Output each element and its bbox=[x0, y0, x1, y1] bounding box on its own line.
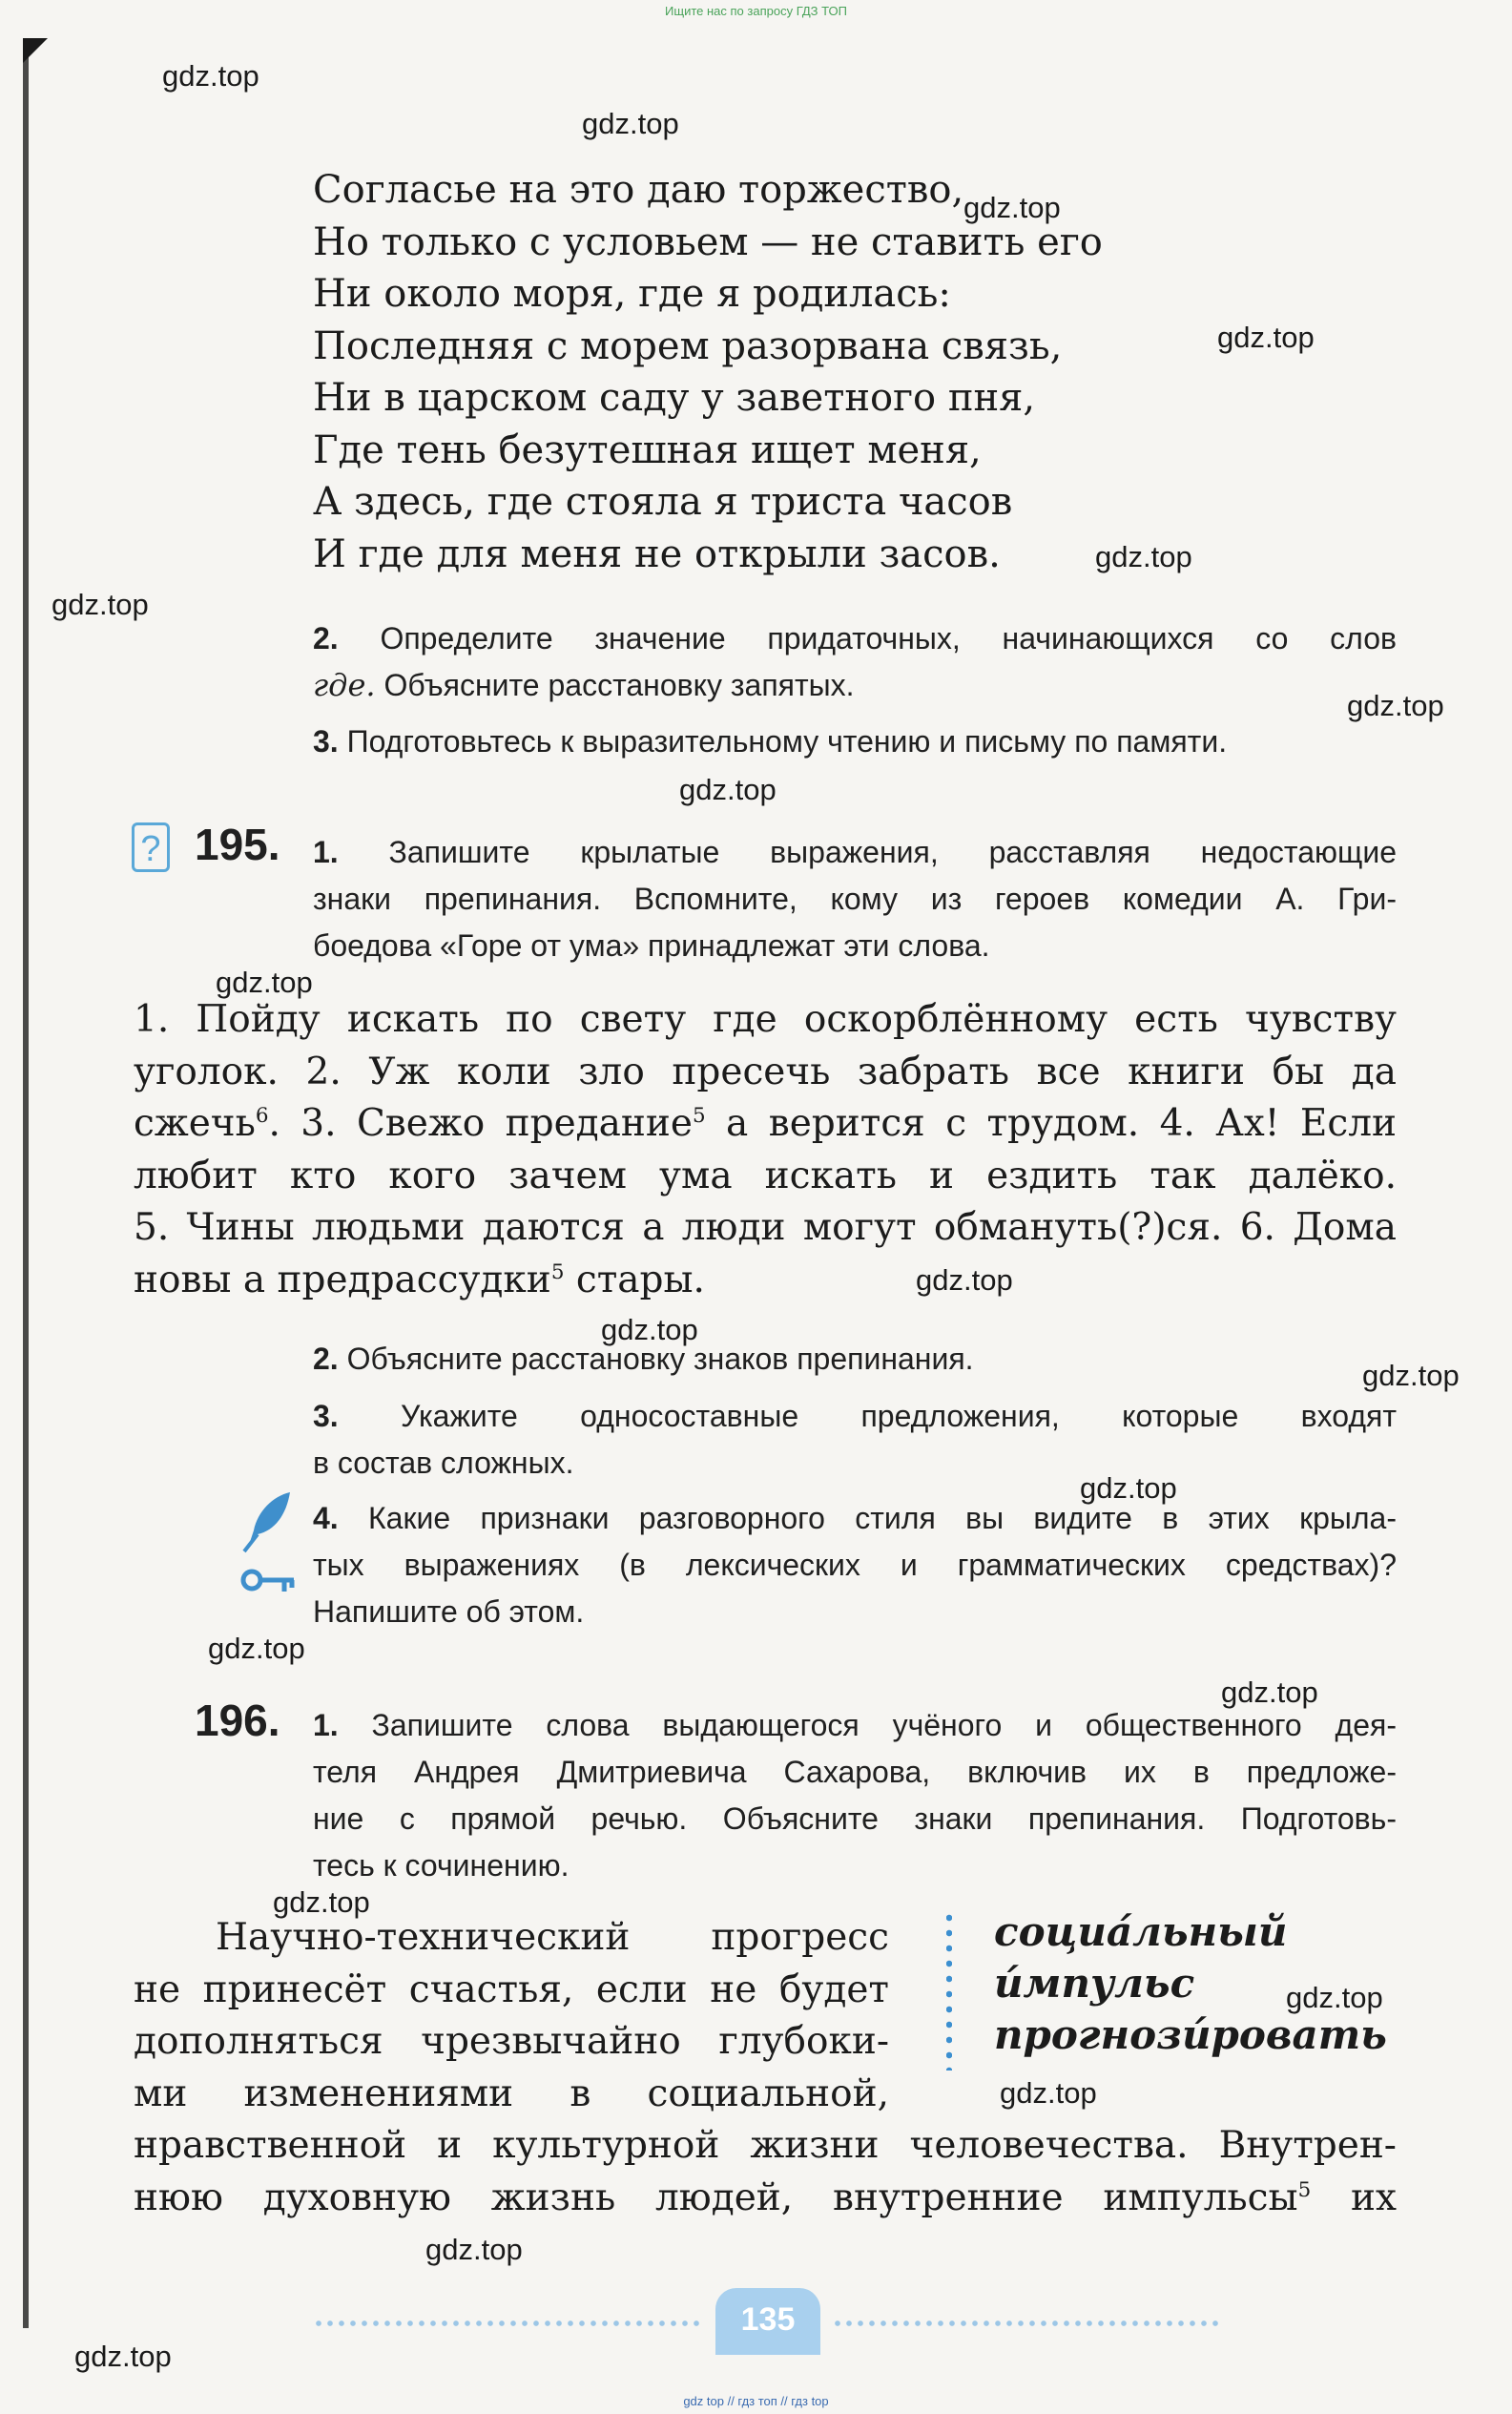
exercise-195-text bbox=[134, 994, 1397, 1306]
task-keyword: где. bbox=[313, 667, 376, 703]
watermark: gdz.top bbox=[1362, 1359, 1460, 1392]
footnote-mark: 5 bbox=[550, 1259, 565, 1284]
task-194-2 bbox=[313, 615, 1397, 709]
text-line: новы а предрассудки$^5$ стары. bbox=[134, 1258, 705, 1301]
watermark: gdz.top bbox=[916, 1263, 1013, 1297]
text-line: ми изменениями в социальной, bbox=[134, 2071, 889, 2115]
poem-line: Последняя с морем разорвана связь, bbox=[313, 323, 1063, 368]
exercise-number: 195. bbox=[195, 820, 280, 869]
text-line: дополняться чрезвычайно глубоки- bbox=[134, 2020, 889, 2063]
watermark: gdz.top bbox=[273, 1885, 370, 1919]
text-line: любит кто кого зачем ума искать и ездить так далёко. bbox=[134, 1154, 1397, 1197]
task-196-1 bbox=[313, 1702, 1397, 1889]
footnote-mark: 6 bbox=[255, 1104, 269, 1128]
task-195-1 bbox=[313, 829, 1397, 969]
text-line: сжечь$^6$. 3. Свежо предание$^5$ а верится с трудом. 4. Ах! Если bbox=[134, 1102, 1397, 1145]
vocab-word: прогнози́ровать bbox=[994, 2011, 1387, 2058]
task-number: 2. bbox=[313, 1342, 339, 1376]
page-number: 135 bbox=[715, 2288, 820, 2355]
vocab-word: и́мпульс bbox=[994, 1960, 1195, 2007]
vocabulary-box bbox=[994, 1906, 1387, 2061]
watermark: gdz.top bbox=[963, 191, 1061, 224]
watermark: gdz.top bbox=[1000, 2076, 1097, 2110]
task-number: 2. bbox=[313, 621, 339, 656]
task-text: Определите значение придаточных, начинающихся со слов bbox=[380, 621, 1398, 656]
task-195-2 bbox=[313, 1336, 1397, 1383]
text-line: Научно-технический прогресс bbox=[216, 1916, 889, 1959]
watermark: gdz.top bbox=[216, 966, 313, 999]
footer-dots bbox=[832, 2320, 1221, 2326]
exercise-196-text-full bbox=[134, 2120, 1397, 2224]
exercise-number: 196. bbox=[195, 1696, 280, 1745]
task-195-3 bbox=[313, 1393, 1397, 1487]
exercise-196-text-left bbox=[134, 1912, 889, 2120]
top-banner: Ищите нас по запросу ГДЗ ТОП bbox=[665, 4, 847, 18]
task-text: Запишите слова выдающегося учёного и общественного дея- bbox=[371, 1708, 1398, 1742]
question-icon: ? bbox=[132, 822, 170, 872]
page-corner bbox=[23, 38, 48, 63]
watermark: gdz.top bbox=[679, 773, 777, 806]
poem-line: А здесь, где стояла я триста часов bbox=[313, 480, 1013, 524]
task-text: тесь к сочинению. bbox=[313, 1848, 570, 1883]
watermark: gdz.top bbox=[425, 2233, 523, 2266]
vocab-word: социа́льный bbox=[994, 1908, 1288, 1955]
poem-line: Ни в царском саду у заветного пня, bbox=[313, 376, 1036, 420]
footnote-mark: 5 bbox=[1297, 2177, 1312, 2202]
page-edge bbox=[23, 38, 29, 2328]
task-text: ние с прямой речью. Объясните знаки препинания. Подготовь- bbox=[313, 1801, 1397, 1836]
watermark: gdz.top bbox=[1347, 689, 1444, 722]
task-text: знаки препинания. Вспомните, кому из героев комедии А. Гри- bbox=[313, 882, 1397, 916]
task-194-3 bbox=[313, 718, 1397, 765]
task-number: 1. bbox=[313, 835, 339, 869]
text-line: нравственной и культурной жизни человечества. Внутрен- bbox=[134, 2124, 1397, 2167]
task-text: Напишите об этом. bbox=[313, 1594, 585, 1629]
task-text: Подготовьтесь к выразительному чтению и письму по памяти. bbox=[346, 724, 1228, 759]
task-number: 3. bbox=[313, 724, 339, 759]
task-195-4 bbox=[313, 1495, 1397, 1635]
task-text: Укажите односоставные предложения, которые входят bbox=[401, 1399, 1398, 1433]
task-text: тых выражениях (в лексических и грамматических средствах)? bbox=[313, 1548, 1397, 1582]
poem-line: Где тень безутешная ищет меня, bbox=[313, 427, 982, 472]
watermark: gdz.top bbox=[1221, 1675, 1318, 1709]
poem-line: Согласье на это даю торжество, bbox=[313, 168, 964, 212]
watermark: gdz.top bbox=[74, 2340, 172, 2373]
task-text: Какие признаки разговорного стиля вы видите в этих крыла- bbox=[368, 1501, 1398, 1535]
task-number: 4. bbox=[313, 1501, 339, 1535]
bottom-banner: gdz top // гдз топ // гдз top bbox=[683, 2394, 829, 2408]
poem-line: Но только с условьем — не ставить его bbox=[313, 219, 1103, 264]
watermark: gdz.top bbox=[601, 1313, 698, 1346]
task-text: в состав сложных. bbox=[313, 1446, 574, 1480]
task-text: Объясните расстановку запятых. bbox=[383, 668, 855, 702]
watermark: gdz.top bbox=[1217, 321, 1315, 354]
watermark: gdz.top bbox=[1095, 540, 1192, 573]
watermark: gdz.top bbox=[208, 1632, 305, 1665]
task-text: Объясните расстановку знаков препинания. bbox=[346, 1342, 974, 1376]
task-number: 3. bbox=[313, 1399, 339, 1433]
footnote-mark: 5 bbox=[692, 1104, 706, 1128]
watermark: gdz.top bbox=[52, 588, 149, 621]
text-line: уголок. 2. Уж коли зло пресечь забрать все книги бы да bbox=[134, 1050, 1397, 1093]
footer-dots bbox=[313, 2320, 702, 2326]
watermark: gdz.top bbox=[1080, 1471, 1177, 1505]
poem-line: И где для меня не открыли засов. bbox=[313, 531, 1001, 576]
text-line: 1. Пойду искать по свету где оскорблённому есть чувству bbox=[134, 998, 1397, 1041]
key-icon bbox=[240, 1565, 298, 1603]
text-line: нюю духовную жизнь людей, внутренние импульсы$^5$ их bbox=[134, 2175, 1397, 2219]
task-number: 1. bbox=[313, 1708, 339, 1742]
poem-line: Ни около моря, где я родилась: bbox=[313, 272, 951, 316]
task-text: теля Андрея Дмитриевича Сахарова, включив их в предложе- bbox=[313, 1755, 1397, 1789]
poem bbox=[313, 164, 1103, 580]
watermark: gdz.top bbox=[1286, 1981, 1383, 2014]
text-line: 5. Чины людьми даются а люди могут обмануть(?)ся. 6. Дома bbox=[134, 1206, 1397, 1249]
watermark: gdz.top bbox=[162, 59, 259, 93]
divider-dots bbox=[946, 1910, 952, 2071]
task-text: Запишите крылатые выражения, расставляя недостающие bbox=[388, 835, 1398, 869]
task-text: боедова «Горе от ума» принадлежат эти слова. bbox=[313, 928, 990, 963]
text-line: не принесёт счастья, если не будет bbox=[134, 1967, 889, 2011]
feather-pen-icon bbox=[240, 1488, 298, 1555]
watermark: gdz.top bbox=[582, 107, 679, 140]
